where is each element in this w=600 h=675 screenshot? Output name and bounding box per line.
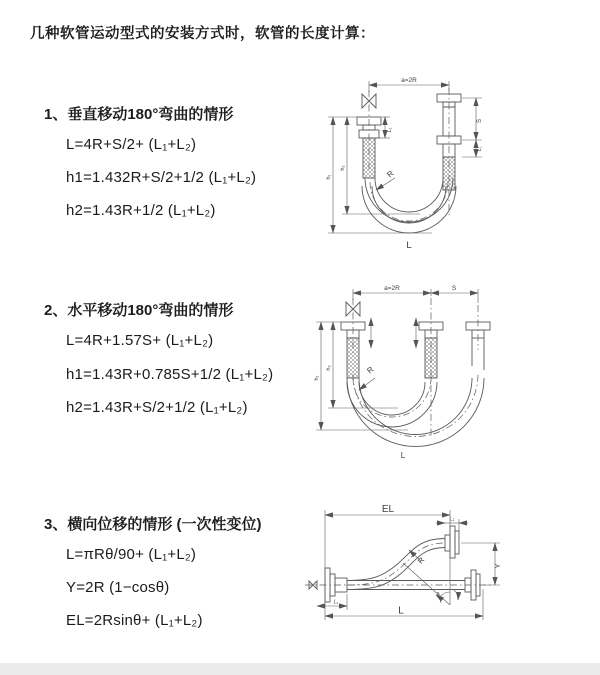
dim-h1-label: h₁ (326, 174, 332, 180)
hose-outline-group (357, 94, 461, 233)
dim-l1-right-label: L₁ (477, 146, 483, 152)
dim-y-label: Y (493, 563, 502, 569)
section-2-formula-h2: h2=1.43R+S/2+1/2 (L₁+L₂) (66, 399, 248, 416)
section-1-formula-L: L=4R+S/2+ (L₁+L₂) (66, 136, 197, 153)
dim-l1-label: L₁ (449, 516, 455, 523)
section-2-formula-h1: h1=1.43R+0.785S+1/2 (L₁+L₂) (66, 366, 274, 383)
radius-label: R (385, 168, 396, 180)
dimension-lines-group (317, 510, 500, 620)
section-2-heading: 2、水平移动180°弯曲的情形 (44, 302, 234, 319)
section-3-heading: 3、横向位移的情形 (一次性变位) (44, 516, 262, 533)
dimension-lines-group (316, 289, 478, 430)
theta-label: θ (436, 592, 440, 598)
labels-group (334, 504, 502, 617)
page-title: 几种软管运动型式的安装方式时，软管的长度计算： (30, 26, 375, 42)
radius-label: R (365, 364, 376, 376)
dim-h2-label: h₂ (326, 365, 332, 371)
dim-s-label: S (451, 285, 457, 292)
dim-a2r-label: a=2R (384, 285, 400, 292)
section-1-formula-h2: h2=1.43R+1/2 (L₁+L₂) (66, 202, 216, 219)
centerlines-group (369, 88, 449, 221)
length-label: L (406, 240, 412, 251)
dim-l1-fitting-label: L₁ (387, 127, 393, 133)
dim-s-label: S (477, 118, 483, 124)
dim-a2r-label: a=2R (401, 77, 417, 84)
diagram-vertical-bend (312, 70, 595, 265)
diagram-lateral-displacement (295, 497, 600, 649)
labels-group (326, 77, 483, 251)
length-label: L (400, 451, 406, 460)
dim-h1-label: h₁ (314, 375, 320, 381)
dimension-lines-group (328, 81, 482, 233)
page-bottom-strip (0, 663, 600, 675)
section-3-formula-Y: Y=2R (1−cosθ) (66, 579, 170, 596)
dim-h2-label: h₂ (340, 165, 346, 171)
section-1-heading: 1、垂直移动180°弯曲的情形 (44, 106, 234, 123)
section-2-formula-L: L=4R+1.57S+ (L₁+L₂) (66, 332, 214, 349)
length-label: L (398, 605, 404, 617)
dim-l2-label: L₂ (333, 599, 339, 606)
diagram-horizontal-bend (303, 278, 595, 470)
section-3-formula-L: L=πRθ/90+ (L₁+L₂) (66, 546, 197, 563)
section-1-formula-h1: h1=1.432R+S/2+1/2 (L₁+L₂) (66, 169, 257, 186)
radius-label: R (415, 555, 427, 566)
section-3-formula-EL: EL=2Rsinθ+ (L₁+L₂) (66, 612, 203, 629)
dim-el-label: EL (381, 504, 395, 515)
hose-outline-group (341, 302, 490, 446)
